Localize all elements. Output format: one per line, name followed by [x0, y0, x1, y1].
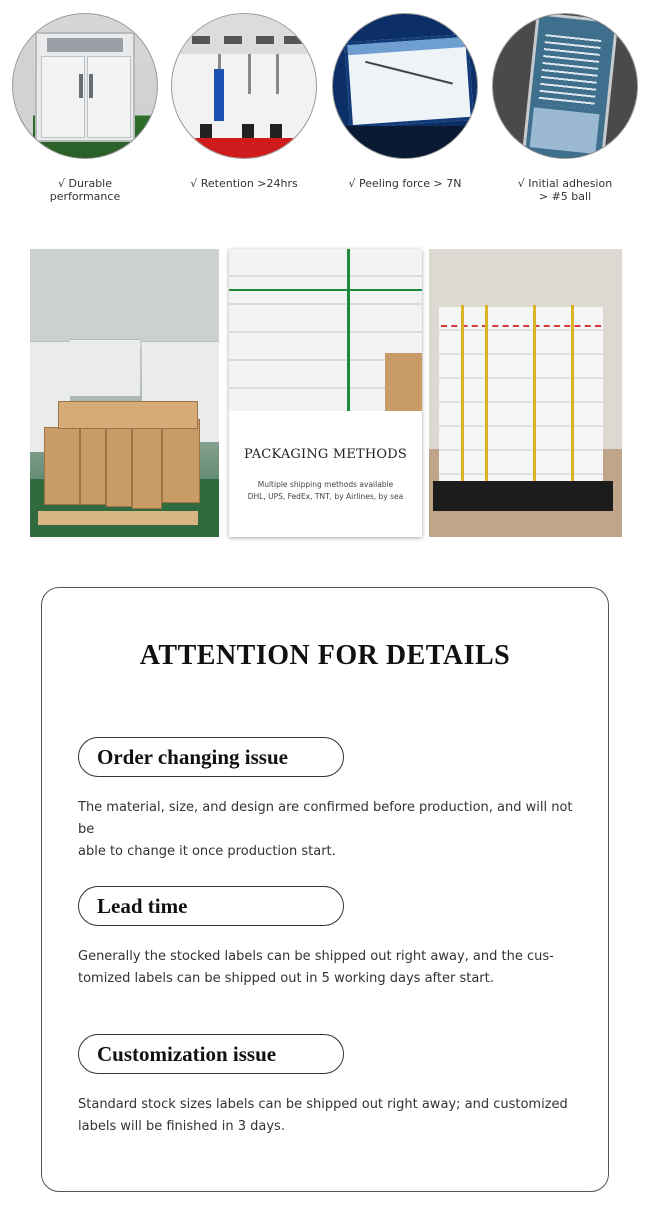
- lead-time-text: Generally the stocked labels can be shipped out right away, and the cus- tomized labels can be shipped out in 5 working days after start.: [78, 949, 554, 986]
- retention-test-photo: [171, 13, 317, 159]
- quality-tests: [0, 0, 650, 215]
- packaging-subtitle: Multiple shipping methods available DHL, UPS, FedEx, TNT, by Airlines, by sea: [247, 480, 404, 501]
- wrapped-pallet-photo: [229, 249, 422, 411]
- customization-heading: Customization issue: [78, 1034, 344, 1074]
- oven-test-photo: [12, 13, 158, 159]
- order-changing-heading: Order changing issue: [78, 737, 344, 777]
- test-adhesion: [491, 13, 639, 203]
- packaging-methods-card: [229, 249, 422, 537]
- attention-title: ATTENTION FOR DETAILS: [139, 640, 511, 671]
- warehouse-boxes-photo: [30, 249, 219, 537]
- test-caption: √ Durable performance: [49, 177, 121, 203]
- test-peeling: [331, 13, 479, 190]
- test-retention: [170, 13, 318, 190]
- order-changing-text: The material, size, and design are confirmed before production, and will not be able to change it once production start.: [78, 800, 573, 859]
- lead-time-heading: Lead time: [78, 886, 344, 926]
- attention-card: [41, 587, 609, 1192]
- test-caption: √ Retention >24hrs: [190, 177, 298, 190]
- packaging-title: PACKAGING METHODS: [243, 447, 408, 462]
- test-caption: √ Initial adhesion > #5 ball: [517, 177, 613, 203]
- adhesion-ramp-photo: [492, 13, 638, 159]
- customization-text: Standard stock sizes labels can be shipped out right away; and customized labels will be finished in 3 days.: [78, 1097, 568, 1134]
- strapped-pallet-photo: [429, 249, 622, 537]
- test-caption: √ Peeling force > 7N: [348, 177, 462, 190]
- peeling-test-photo: [332, 13, 478, 159]
- test-durable: [11, 13, 159, 203]
